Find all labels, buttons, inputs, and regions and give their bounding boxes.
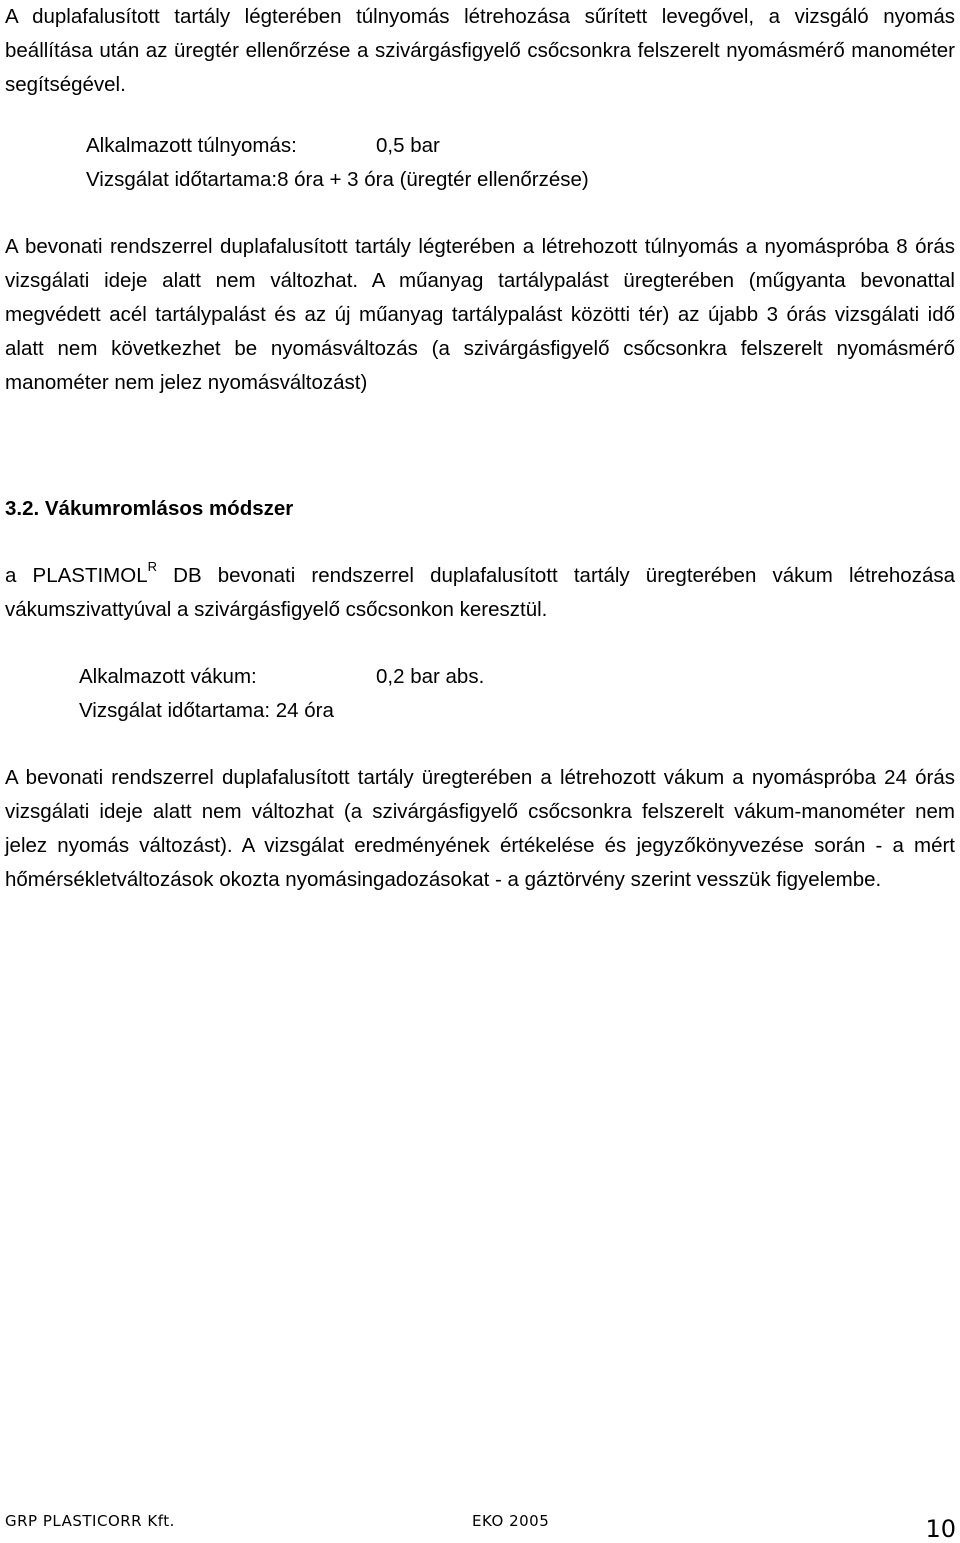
vacuum-result-paragraph	[5, 761, 955, 897]
vacuum-intro-after: DB bevonati rendszerrel duplafalusított tartály üregterében vákum létrehozása vákumszivattyúval a szivárgásfigyelő csőcsonkon keresztül.	[5, 564, 955, 621]
pressure-result-text: A bevonati rendszerrel duplafalusított tartály légterében a létrehozott túlnyomás a nyomáspróba 8 órás vizsgálati ideje alatt nem változhat. A műanyag tartálypalást üregterében (műgyanta bevonattal megvédett acél tartálypalást és az új műanyag tartálypalást közötti tér) az újabb 3 órás vizsgálati idő alatt nem következhet be nyomásváltozás (a szivárgásfigyelő csőcsonkra felszerelt nyomásmérő manométer nem jelez nyomásváltozást)	[5, 235, 955, 394]
intro-paragraph	[5, 0, 955, 102]
pressure-duration-row	[86, 163, 589, 197]
footer-company: GRP PLASTICORR Kft.	[5, 1512, 175, 1530]
applied-vacuum-value: 0,2 bar abs.	[376, 665, 485, 688]
pressure-duration-label: Vizsgálat időtartama:	[86, 168, 278, 191]
pressure-result-paragraph	[5, 230, 955, 400]
vacuum-result-text: A bevonati rendszerrel duplafalusított tartály üregterében a létrehozott vákum a nyomáspróba 24 órás vizsgálati ideje alatt nem változhat (a szivárgásfigyelő csőcsonkra felszerelt vákum-manométer nem jelez nyomás változást). A vizsgálat eredményének értékelése és jegyzőkönyvezése során - a mért hőmérsékletváltozások okozta nyomásingadozásokat - a gáztörvény szerint vesszük figyelembe.	[5, 766, 955, 891]
vacuum-duration: Vizsgálat időtartama: 24 óra	[79, 699, 334, 722]
registered-mark: R	[147, 559, 157, 575]
applied-overpressure-label: Alkalmazott túlnyomás:	[86, 134, 297, 157]
intro-paragraph-text: A duplafalusított tartály légterében túlnyomás létrehozása sűrített levegővel, a vizsgáló nyomás beállítása után az üregtér ellenőrzése a szivárgásfigyelő csőcsonkra felszerelt nyomásmérő manométer segítségével.	[5, 5, 955, 96]
footer-page-number: 10	[925, 1515, 956, 1543]
vacuum-intro-paragraph	[5, 559, 955, 627]
vacuum-intro-before: a PLASTIMOL	[5, 564, 148, 587]
footer-center: EKO 2005	[472, 1512, 550, 1530]
applied-vacuum-label: Alkalmazott vákum:	[79, 665, 257, 688]
pressure-duration-value: 8 óra + 3 óra (üregtér ellenőrzése)	[277, 168, 589, 191]
section-heading: 3.2. Vákumromlásos módszer	[5, 497, 294, 520]
applied-overpressure-value: 0,5 bar	[376, 134, 440, 157]
